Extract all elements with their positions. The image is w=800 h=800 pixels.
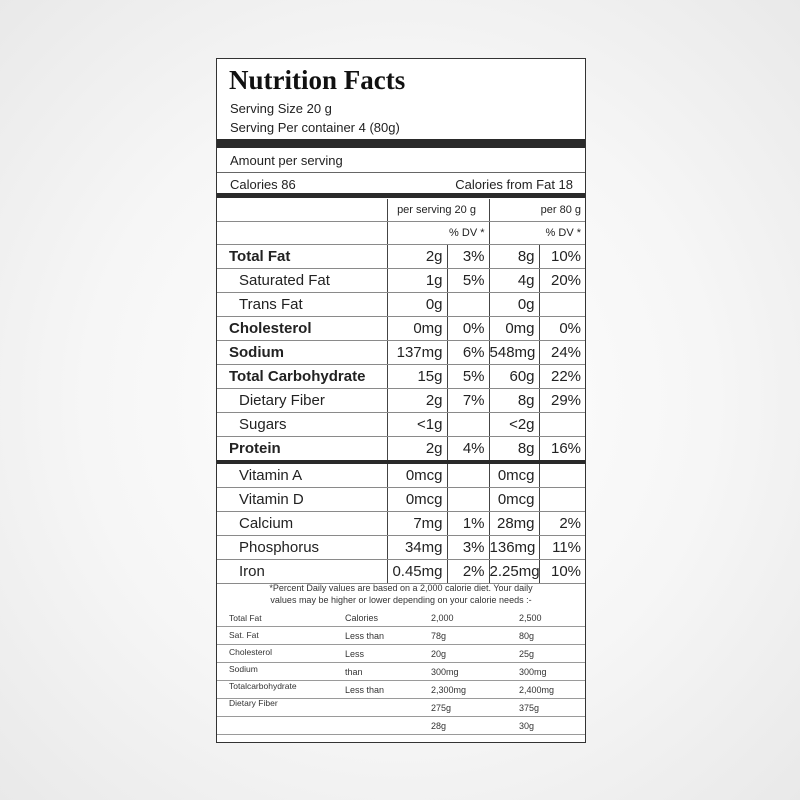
- nutrient-row: [217, 245, 585, 269]
- dv-per-serving: 2%: [447, 560, 489, 584]
- nutrient-row: [217, 293, 585, 317]
- vitamin-row: [217, 462, 585, 488]
- dv-header: % DV *: [489, 222, 585, 245]
- reference-spacer: [217, 717, 345, 735]
- calories: Calories 86: [230, 177, 296, 192]
- amount-per-serving: 34mg: [387, 536, 447, 560]
- nutrient-name: Iron: [217, 560, 387, 584]
- reference-category: Cholesterol: [229, 647, 272, 657]
- amount-per-80g: 60g: [489, 365, 539, 389]
- amount-per-serving: Amount per serving: [230, 153, 343, 168]
- calories-from-fat: Calories from Fat 18: [455, 177, 573, 192]
- amount-per-serving: 0g: [387, 293, 447, 317]
- nutrient-table: [217, 199, 585, 584]
- reference-2500: 2,400mg: [519, 681, 585, 699]
- amount-per-80g: 0mg: [489, 317, 539, 341]
- reference-label: [345, 717, 431, 735]
- reference-2500: 2,500: [519, 609, 585, 627]
- dv-per-serving: 4%: [447, 437, 489, 463]
- dv-per-80g: 24%: [539, 341, 585, 365]
- dv-per-serving: [447, 462, 489, 488]
- amount-per-serving: <1g: [387, 413, 447, 437]
- per-serving-header: per serving 20 g: [387, 199, 489, 222]
- nutrient-name: Saturated Fat: [217, 269, 387, 293]
- reference-label: Less: [345, 645, 431, 663]
- nutrient-row: [217, 437, 585, 463]
- dv-per-serving: [447, 488, 489, 512]
- vitamin-row: [217, 488, 585, 512]
- nutrient-row: [217, 413, 585, 437]
- amount-per-serving: 0mcg: [387, 488, 447, 512]
- reference-2000: 300mg: [431, 663, 519, 681]
- footnote: [217, 582, 585, 606]
- dv-per-80g: 11%: [539, 536, 585, 560]
- dv-per-80g: 22%: [539, 365, 585, 389]
- reference-category: Total Fat: [229, 613, 262, 623]
- dv-per-80g: 0%: [539, 317, 585, 341]
- nutrient-name: Sugars: [217, 413, 387, 437]
- amount-per-80g: 0mcg: [489, 462, 539, 488]
- footnote-line: values may be higher or lower depending on your calorie needs :-: [270, 595, 532, 605]
- reference-2500: 375g: [519, 699, 585, 717]
- dv-per-serving: 3%: [447, 536, 489, 560]
- nutrient-name: Protein: [217, 437, 387, 463]
- amount-per-serving: 0.45mg: [387, 560, 447, 584]
- amount-per-80g: 28mg: [489, 512, 539, 536]
- nutrient-name: Sodium: [217, 341, 387, 365]
- amount-per-serving: 2g: [387, 245, 447, 269]
- amount-per-serving: 2g: [387, 437, 447, 463]
- reference-label: Less than: [345, 627, 431, 645]
- nutrient-row: [217, 341, 585, 365]
- reference-2500: 25g: [519, 645, 585, 663]
- reference-2500: 80g: [519, 627, 585, 645]
- nutrient-name: Dietary Fiber: [217, 389, 387, 413]
- divider: [217, 172, 585, 173]
- dv-per-serving: [447, 293, 489, 317]
- dv-per-serving: 3%: [447, 245, 489, 269]
- amount-per-80g: 8g: [489, 245, 539, 269]
- dv-per-80g: 16%: [539, 437, 585, 463]
- medium-divider: [217, 193, 585, 198]
- reference-2000: 20g: [431, 645, 519, 663]
- reference-label: than: [345, 663, 431, 681]
- reference-category: Sat. Fat: [229, 630, 259, 640]
- dv-per-80g: [539, 488, 585, 512]
- reference-label: [345, 699, 431, 717]
- amount-per-80g: 136mg: [489, 536, 539, 560]
- nutrient-name: Trans Fat: [217, 293, 387, 317]
- dv-header-row: [217, 222, 585, 245]
- header-blank: [217, 199, 387, 222]
- amount-per-80g: <2g: [489, 413, 539, 437]
- dv-per-80g: 29%: [539, 389, 585, 413]
- amount-per-80g: 548mg: [489, 341, 539, 365]
- amount-per-serving: 7mg: [387, 512, 447, 536]
- column-header-row: [217, 199, 585, 222]
- vitamin-row: [217, 536, 585, 560]
- reference-2500: 30g: [519, 717, 585, 735]
- header-blank: [217, 222, 387, 245]
- vitamin-row: [217, 512, 585, 536]
- dv-per-80g: 2%: [539, 512, 585, 536]
- nutrition-label: [216, 58, 586, 743]
- reference-2000: 78g: [431, 627, 519, 645]
- dv-per-80g: 10%: [539, 560, 585, 584]
- dv-per-serving: 7%: [447, 389, 489, 413]
- dv-per-80g: 10%: [539, 245, 585, 269]
- dv-per-80g: [539, 293, 585, 317]
- amount-per-80g: 2.25mg: [489, 560, 539, 584]
- reference-2000: 2,000: [431, 609, 519, 627]
- amount-per-serving: 137mg: [387, 341, 447, 365]
- thick-divider: [217, 139, 585, 148]
- nutrient-name: Cholesterol: [217, 317, 387, 341]
- dv-header: % DV *: [387, 222, 489, 245]
- nutrient-row: [217, 269, 585, 293]
- vitamin-row: [217, 560, 585, 584]
- reference-categories: [229, 610, 297, 712]
- dv-per-serving: 0%: [447, 317, 489, 341]
- amount-per-serving: 15g: [387, 365, 447, 389]
- nutrient-name: Total Carbohydrate: [217, 365, 387, 389]
- nutrient-name: Phosphorus: [217, 536, 387, 560]
- reference-category: Totalcarbohydrate: [229, 681, 297, 691]
- reference-row: [217, 717, 585, 735]
- nutrient-row: [217, 365, 585, 389]
- reference-2000: 28g: [431, 717, 519, 735]
- reference-2000: 2,300mg: [431, 681, 519, 699]
- dv-per-serving: 1%: [447, 512, 489, 536]
- reference-label: Less than: [345, 681, 431, 699]
- amount-per-serving: 0mcg: [387, 462, 447, 488]
- amount-per-80g: 4g: [489, 269, 539, 293]
- amount-per-serving: 1g: [387, 269, 447, 293]
- nutrient-name: Vitamin D: [217, 488, 387, 512]
- reference-category: Dietary Fiber: [229, 698, 278, 708]
- amount-per-80g: 0g: [489, 293, 539, 317]
- amount-per-80g: 0mcg: [489, 488, 539, 512]
- serving-size: Serving Size 20 g: [230, 101, 332, 116]
- dv-per-serving: [447, 413, 489, 437]
- servings-per-container: Serving Per container 4 (80g): [230, 120, 400, 135]
- per-80g-header: per 80 g: [489, 199, 585, 222]
- dv-per-serving: 5%: [447, 269, 489, 293]
- nutrient-row: [217, 389, 585, 413]
- nutrient-name: Total Fat: [217, 245, 387, 269]
- amount-per-80g: 8g: [489, 389, 539, 413]
- nutrient-name: Vitamin A: [217, 462, 387, 488]
- reference-label: Calories: [345, 609, 431, 627]
- dv-per-80g: 20%: [539, 269, 585, 293]
- footnote-line: *Percent Daily values are based on a 2,000 calorie diet. Your daily: [269, 583, 533, 593]
- dv-per-serving: 6%: [447, 341, 489, 365]
- dv-per-serving: 5%: [447, 365, 489, 389]
- label-title: Nutrition Facts: [229, 65, 406, 95]
- amount-per-80g: 8g: [489, 437, 539, 463]
- nutrient-row: [217, 317, 585, 341]
- dv-per-80g: [539, 413, 585, 437]
- dv-per-80g: [539, 462, 585, 488]
- amount-per-serving: 0mg: [387, 317, 447, 341]
- nutrient-name: Calcium: [217, 512, 387, 536]
- reference-category: Sodium: [229, 664, 258, 674]
- reference-2500: 300mg: [519, 663, 585, 681]
- reference-2000: 275g: [431, 699, 519, 717]
- amount-per-serving: 2g: [387, 389, 447, 413]
